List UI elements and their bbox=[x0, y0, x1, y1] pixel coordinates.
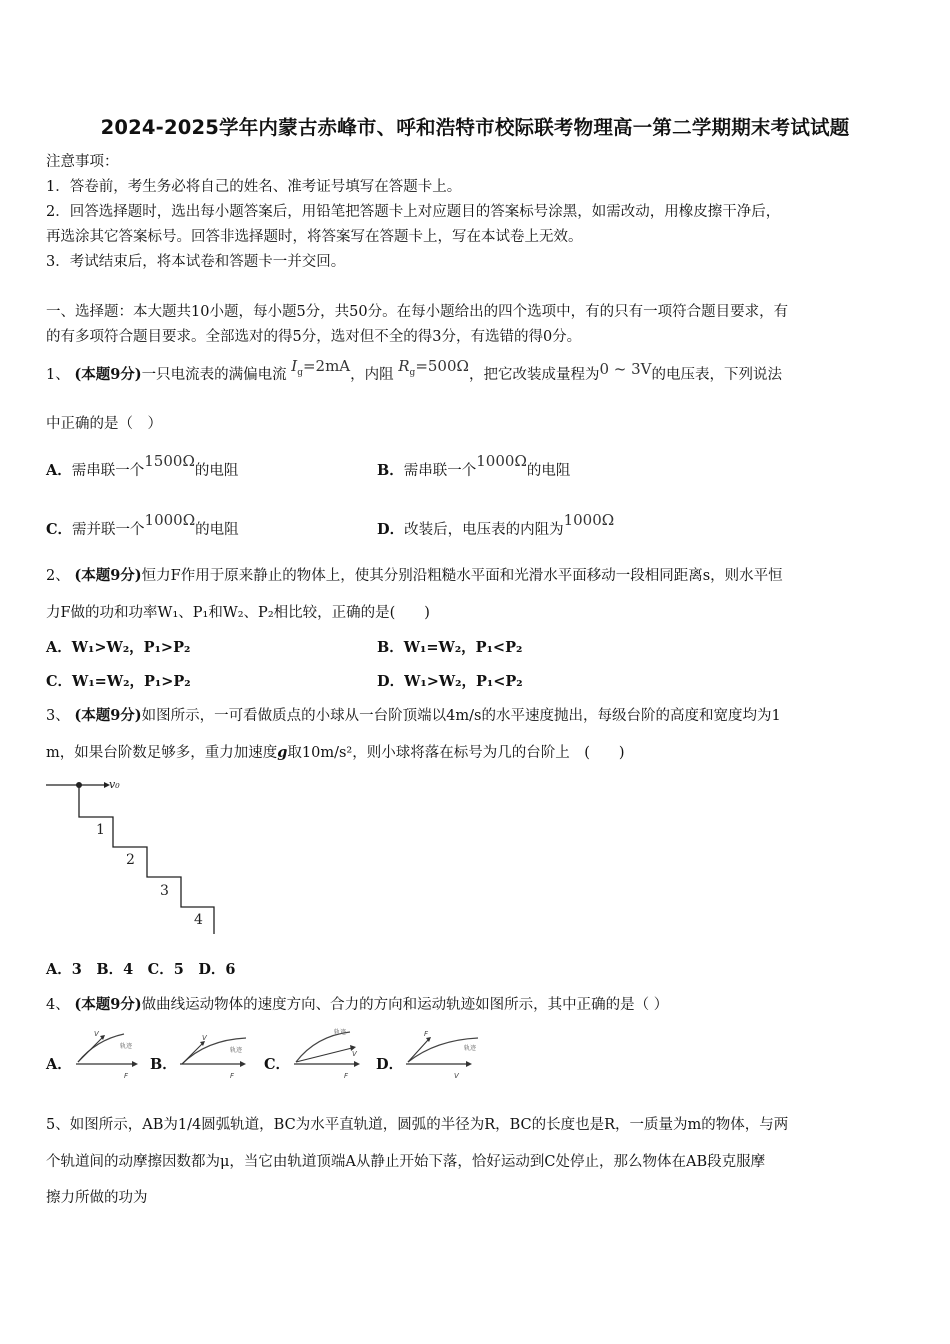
notice-heading: 注意事项： bbox=[46, 154, 119, 170]
notice-item-3: 3．考试结束后，将本试卷和答题卡一并交回。 bbox=[46, 254, 346, 270]
notice-item-2a: 2．回答选择题时，选出每小题答案后，用铅笔把答题卡上对应题目的答案标号涂黑，如需改动，用橡皮擦干净后， bbox=[46, 204, 781, 220]
q4-option-d-label: D． bbox=[376, 1056, 404, 1073]
q3-stem-line-1: 3、 (本题9分)如图所示，一可看做质点的小球从一台阶顶端以4m/s的水平速度抛出，每级台阶的高度和宽度均为1 bbox=[46, 707, 781, 724]
svg-text:F: F bbox=[344, 1072, 349, 1080]
step-label-2: 2 bbox=[126, 852, 135, 868]
svg-text:轨迹: 轨迹 bbox=[334, 1029, 347, 1036]
q1-stem-line-1 bbox=[46, 357, 782, 391]
q1-option-d: D．改装后，电压表的内阻为1000Ω bbox=[377, 511, 615, 538]
section-heading-line-2: 的有多项符合题目要求。全部选对的得5分，选对但不全的得3分，有选错的得0分。 bbox=[46, 329, 582, 345]
page-title: 2024-2025学年内蒙古赤峰市、呼和浩特市校际联考物理高一第二学期期末考试试题 bbox=[100, 116, 850, 139]
svg-text:F: F bbox=[424, 1030, 429, 1038]
q3-options: A．3 B．4 C．5 D．6 bbox=[46, 961, 236, 978]
q4-option-b-figure bbox=[176, 1026, 266, 1082]
q2-option-d: D．W₁>W₂，P₁<P₂ bbox=[377, 673, 523, 690]
q2-option-a: A．W₁>W₂，P₁>P₂ bbox=[46, 639, 191, 656]
svg-text:V: V bbox=[352, 1050, 357, 1058]
q2-option-b: B．W₁=W₂，P₁<P₂ bbox=[377, 639, 523, 656]
notice-item-2b: 再选涂其它答案标号。回答非选择题时，将答案写在答题卡上，写在本试卷上无效。 bbox=[46, 229, 583, 245]
q1-ig-formula: $I_g=2mA$ bbox=[291, 357, 351, 378]
svg-text:F: F bbox=[230, 1072, 235, 1080]
q4-option-c-figure bbox=[290, 1026, 380, 1082]
staircase-figure bbox=[46, 772, 226, 938]
section-heading-line-1: 一、选择题：本大题共10小题，每小题5分，共50分。在每小题给出的四个选项中，有的只有一项符合题目要求，有 bbox=[46, 304, 789, 320]
q1-text-c: ，把它改装成量程为 bbox=[468, 367, 600, 383]
q4-stem: 4、 (本题9分)做曲线运动物体的速度方向、合力的方向和运动轨迹如图所示，其中正确的是（ ） bbox=[46, 996, 669, 1013]
q1-option-a: A．需串联一个1500Ω的电阻 bbox=[46, 452, 239, 479]
svg-text:V: V bbox=[454, 1072, 459, 1080]
notice-item-1: 1．答卷前，考生务必将自己的姓名、准考证号填写在答题卡上。 bbox=[46, 179, 462, 195]
q4-option-d-figure bbox=[402, 1026, 492, 1082]
q1-score: (本题9分) bbox=[74, 366, 142, 383]
q3-stem-line-2: m，如果台阶数足够多，重力加速度g取10m/s²，则小球将落在标号为几的台阶上 ( ) bbox=[46, 744, 625, 761]
svg-text:轨迹: 轨迹 bbox=[464, 1045, 477, 1052]
q5-stem-line-2: 个轨道间的动摩擦因数都为μ，当它由轨道顶端A从静止开始下落，恰好运动到C处停止，那么物体在AB段克服摩 bbox=[46, 1154, 766, 1170]
q4-option-b-label: B． bbox=[150, 1056, 177, 1073]
q5-stem-line-3: 擦力所做的功为 bbox=[46, 1190, 148, 1206]
q1-option-c: C．需并联一个1000Ω的电阻 bbox=[46, 511, 239, 538]
v0-label: v₀ bbox=[109, 778, 120, 791]
q5-stem-line-1: 5、如图所示，AB为1/4圆弧轨道，BC为水平直轨道，圆弧的半径为R，BC的长度也是R，一质量为m的物体，与两 bbox=[46, 1117, 789, 1133]
q2-option-c: C．W₁=W₂，P₁>P₂ bbox=[46, 673, 191, 690]
q1-text-b: ，内阻 bbox=[350, 367, 394, 383]
q1-text-d: 的电压表，下列说法 bbox=[651, 367, 782, 383]
q2-stem-line-2: 力F做的功和功率W₁、P₁和W₂、P₂相比较，正确的是( ) bbox=[46, 605, 430, 621]
svg-text:V: V bbox=[202, 1034, 207, 1042]
step-label-3: 3 bbox=[160, 883, 169, 899]
q2-stem-line-1: 2、 (本题9分)恒力F作用于原来静止的物体上，使其分别沿粗糙水平面和光滑水平面移动一段相同距离s，则水平恒 bbox=[46, 567, 783, 584]
step-label-4: 4 bbox=[194, 912, 203, 928]
q1-number: 1、 bbox=[46, 367, 70, 383]
q1-range: 0 ~ 3V bbox=[599, 360, 652, 378]
svg-text:轨迹: 轨迹 bbox=[230, 1047, 243, 1054]
q4-option-c-label: C． bbox=[264, 1056, 291, 1073]
svg-text:轨迹: 轨迹 bbox=[120, 1043, 133, 1050]
step-label-1: 1 bbox=[96, 822, 105, 838]
q4-option-a-label: A． bbox=[46, 1056, 72, 1073]
q1-text-a: 一只电流表的满偏电流 bbox=[141, 367, 287, 383]
svg-text:F: F bbox=[124, 1072, 129, 1080]
q4-option-a-figure bbox=[72, 1026, 162, 1082]
q1-option-b: B．需串联一个1000Ω的电阻 bbox=[377, 452, 571, 479]
q1-rg-formula: $R_g=500\Omega$ bbox=[398, 357, 469, 378]
svg-text:V: V bbox=[94, 1030, 99, 1038]
q1-stem-line-2: 中正确的是（ ） bbox=[46, 416, 162, 432]
